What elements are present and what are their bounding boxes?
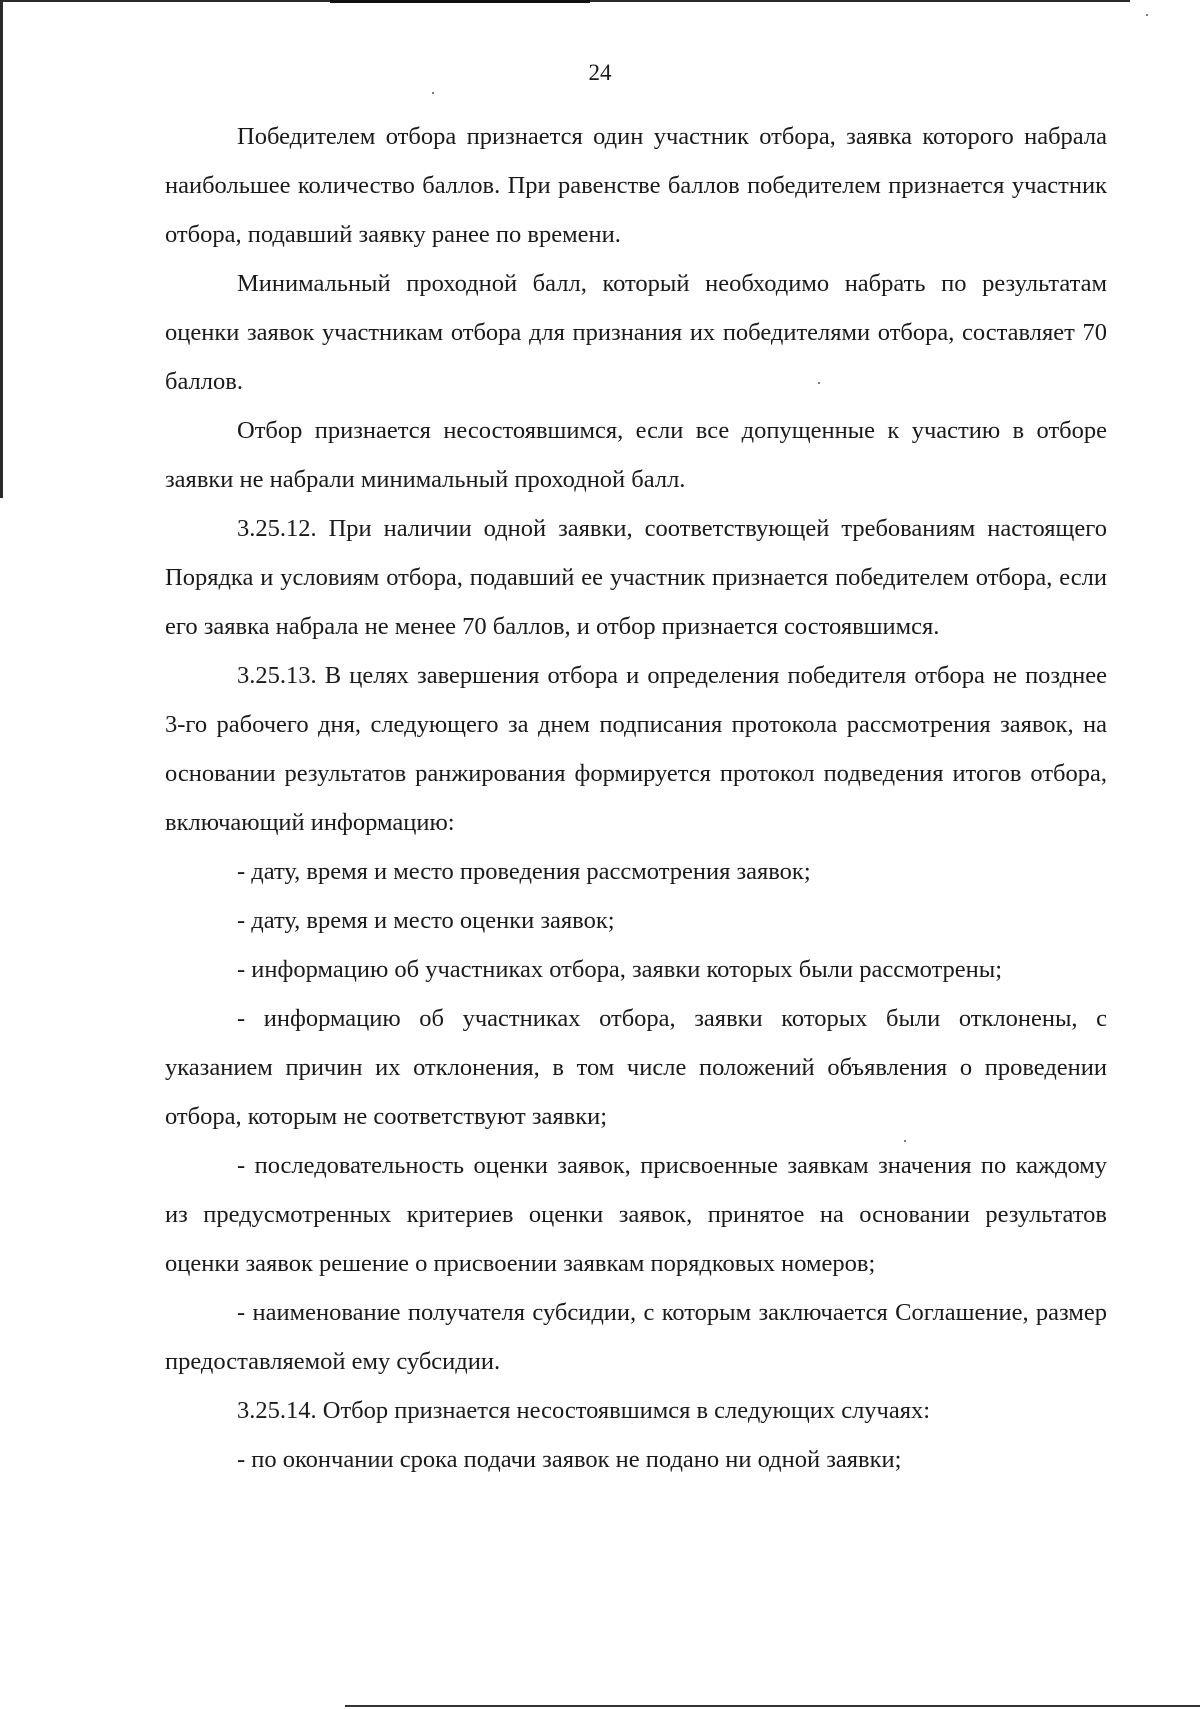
list-item: - информацию об участниках отбора, заявки которых были отклонены, с указанием причин их отклонения, в том числе положений объявления о проведении отбора, которым не соответствуют заявки; — [165, 1005, 1107, 1130]
paragraph: 3.25.13. В целях завершения отбора и определения победителя отбора не позднее 3-го рабочего дня, следующего за днем подписания протокола рассмотрения заявок, на основании результатов ранжирования формируется протокол подведения итогов отбора, включающий информацию: — [165, 662, 1107, 836]
list-item: - дату, время и место проведения рассмотрения заявок; — [237, 858, 811, 885]
scan-edge-bottom — [345, 1705, 1200, 1707]
scan-edge-top-dark — [330, 0, 590, 3]
list-item: - информацию об участниках отбора, заявки которых были рассмотрены; — [237, 956, 1003, 983]
list-item: - дату, время и место оценки заявок; — [237, 907, 615, 934]
paragraph: Минимальный проходной балл, который необходимо набрать по результатам оценки заявок участникам отбора для признания их победителями отбора, составляет 70 баллов. — [165, 270, 1107, 395]
page-number: 24 — [588, 60, 612, 85]
list-item: - наименование получателя субсидии, с которым заключается Соглашение, размер предоставляемой ему субсидии. — [165, 1299, 1107, 1375]
paragraph: Победителем отбора признается один участник отбора, заявка которого набрала наибольшее количество баллов. При равенстве баллов победителем признается участник отбора, подавший заявку ранее по времени. — [165, 123, 1107, 248]
paragraph: 3.25.14. Отбор признается несостоявшимся в следующих случаях: — [237, 1397, 931, 1424]
list-item: - последовательность оценки заявок, присвоенные заявкам значения по каждому из предусмотренных критериев оценки заявок, принятое на основании результатов оценки заявок решение о присвоении заявкам порядковых номеров; — [165, 1152, 1107, 1277]
scan-speck — [1146, 14, 1148, 16]
paragraph: Отбор признается несостоявшимся, если все допущенные к участию в отборе заявки не набрали минимальный проходной балл. — [165, 417, 1107, 493]
document-body — [165, 112, 1107, 1484]
list-item: - по окончании срока подачи заявок не подано ни одной заявки; — [237, 1446, 902, 1473]
scan-speck — [432, 92, 434, 94]
paragraph: 3.25.12. При наличии одной заявки, соответствующей требованиям настоящего Порядка и условиям отбора, подавший ее участник признается победителем отбора, если его заявка набрала не менее 70 баллов, и отбор признается состоявшимся. — [165, 515, 1107, 640]
